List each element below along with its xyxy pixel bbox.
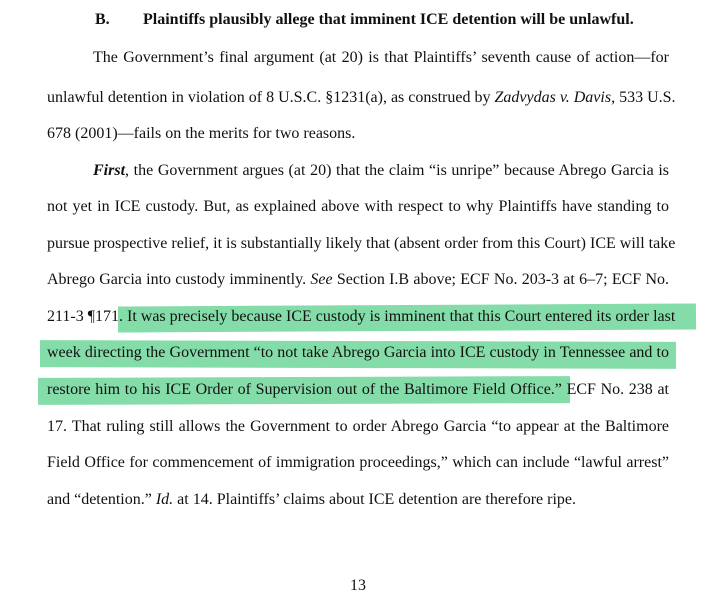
paragraph-2-line-10	[47, 490, 669, 510]
paragraph-2-line-5	[47, 307, 676, 327]
paragraph-2-line-4	[47, 270, 669, 290]
text-run: , 533 U.S.	[611, 89, 676, 106]
signal-see: See	[310, 271, 333, 288]
citation-id: Id.	[155, 491, 174, 508]
paragraph-2-line-6: week directing the Government “to not take Abrego Garcia into ICE custody in Tennessee and to	[47, 344, 669, 361]
section-heading	[95, 10, 634, 30]
paragraph-1-line-1: The Government’s final argument (at 20) is that Plaintiffs’ seventh cause of action—for	[93, 49, 669, 66]
text-run: ECF No. 238 at	[561, 381, 670, 398]
highlighted-text: restore him to his ICE Order of Supervision out of the Baltimore Field Office.”	[47, 381, 562, 398]
paragraph-2-line-2: not yet in ICE custody. But, as explained above with respect to why Plaintiffs have standing to	[47, 198, 669, 215]
section-letter: B.	[95, 11, 110, 28]
text-run: unlawful detention in violation of 8 U.S.C. §1231(a), as construed by	[47, 89, 495, 106]
emphasis-first: First	[93, 162, 126, 179]
paragraph-2-line-3: pursue prospective relief, it is substantially likely that (absent order from this Court) ICE will take	[47, 235, 676, 252]
paragraph-2-line-7	[47, 380, 669, 400]
text-run: and “detention.”	[47, 491, 156, 508]
text-run: , the Government argues (at 20) that the claim “is unripe” because Abrego Garcia is	[125, 162, 669, 179]
case-citation: Zadvydas v. Davis	[494, 89, 612, 106]
paragraph-1-line-2	[47, 88, 676, 108]
text-run: Abrego Garcia into custody imminently.	[47, 271, 311, 288]
page-number: 13	[350, 577, 366, 594]
text-run: 211-3 ¶171.	[47, 308, 127, 325]
paragraph-2-line-8: 17. That ruling still allows the Government to order Abrego Garcia “to appear at the Baltimore	[47, 418, 669, 435]
paragraph-2-line-9: Field Office for commencement of immigration proceedings,” which can include “lawful arrest”	[47, 454, 669, 471]
paragraph-2-line-1	[47, 161, 669, 181]
paragraph-1-line-3: 678 (2001)—fails on the merits for two reasons.	[47, 125, 356, 142]
highlighted-text: It was precisely because ICE custody is imminent that this Court entered its order last	[126, 308, 676, 325]
text-run: at 14. Plaintiffs’ claims about ICE detention are therefore ripe.	[173, 491, 576, 508]
section-title: Plaintiffs plausibly allege that imminent ICE detention will be unlawful.	[143, 11, 634, 28]
text-run: Section I.B above; ECF No. 203-3 at 6–7; ECF No.	[332, 271, 669, 288]
